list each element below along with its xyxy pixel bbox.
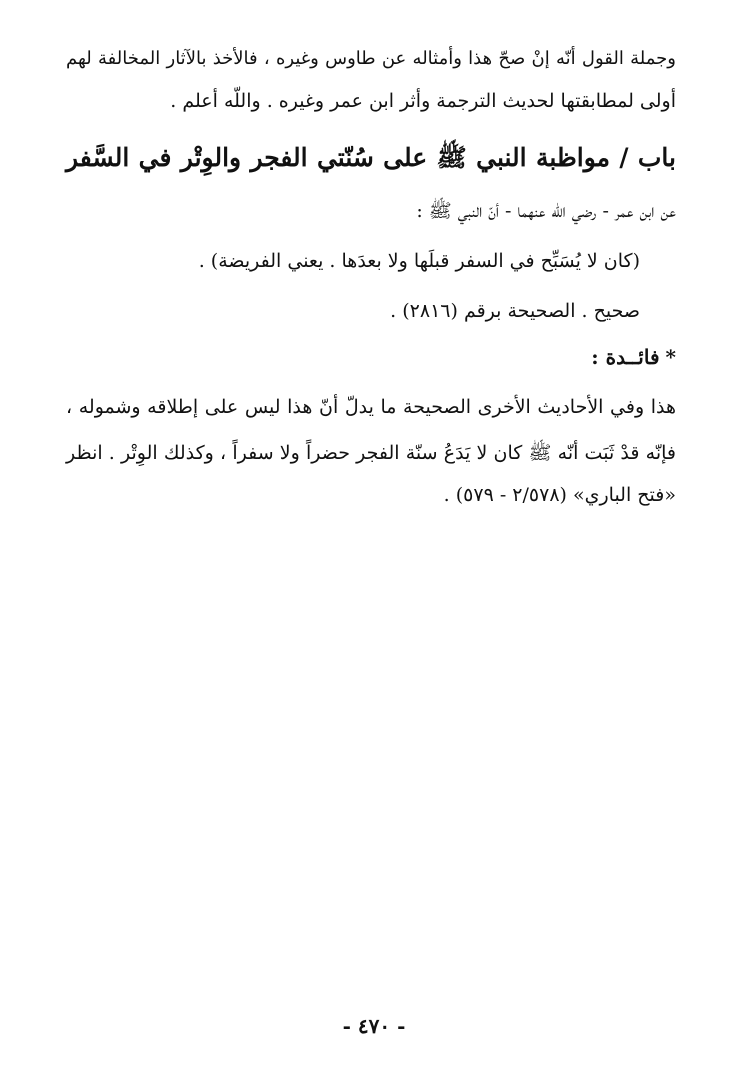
benefit-line-3: «فتح الباري» (٢/٥٧٨ - ٥٧٩) .: [443, 484, 676, 506]
benefit-heading: [591, 342, 676, 372]
benefit-line-2: فإنّه قدْ ثَبَت أنّه ﷺ كان لا يَدَعُ سنّة الفجر حضراً ولا سفراً ، وكذلك الوِتْر . انظر: [66, 442, 676, 464]
intro-line-1: وجملة القول أنّه إنْ صحّ هذا وأمثاله عن طاوس وغيره ، فالأخذ بالآثار المخالفة لهم: [66, 48, 676, 69]
chapter-title: باب / مواظبة النبي ﷺ على سُنّتي الفجر والوِتْر في السَّفر: [66, 143, 676, 172]
hadith-narration: عن ابن عمر - رضي الله عنهما - أنّ النبي ﷺ :: [416, 200, 676, 222]
asterisk-icon: *: [665, 345, 676, 369]
benefit-heading-text: فائــدة :: [591, 345, 660, 369]
benefit-line-1: هذا وفي الأحاديث الأخرى الصحيحة ما يدلّ أنّ هذا ليس على إطلاقه وشموله ،: [66, 396, 676, 418]
hadith-grading: صحيح . الصحيحة برقم (٢٨١٦) .: [390, 300, 640, 322]
page-number: - ٤٧٠ -: [342, 1014, 406, 1038]
intro-line-2: أولى لمطابقتها لحديث الترجمة وأثر ابن عمر وغيره . واللّه أعلم .: [170, 90, 676, 112]
hadith-text: (كان لا يُسَبِّح في السفر قبلَها ولا بعدَها . يعني الفريضة) .: [198, 250, 640, 272]
